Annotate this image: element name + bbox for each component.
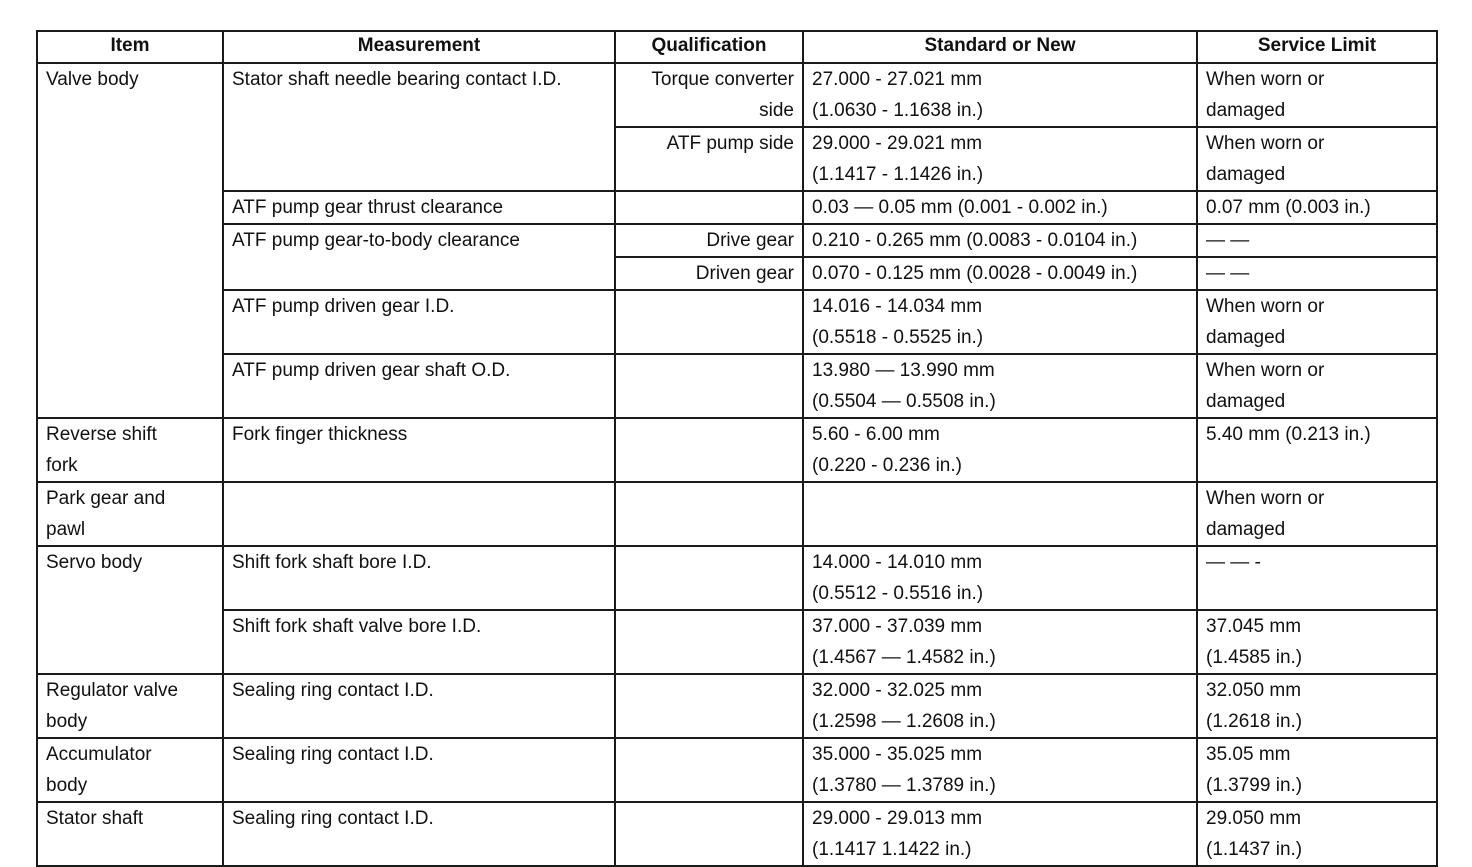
limit-cell — [1197, 63, 1437, 127]
measurement-cell — [223, 418, 615, 482]
standard-cell — [803, 674, 1197, 738]
qualification-cell — [615, 546, 803, 610]
measurement-cell — [223, 546, 615, 610]
limit-cell — [1197, 802, 1437, 866]
item-label: Regulator valve — [46, 680, 179, 701]
standard-cell — [803, 257, 1197, 290]
limit-value: (1.3799 in.) — [1206, 775, 1303, 796]
table-row — [37, 224, 1437, 257]
header-row — [37, 31, 1437, 63]
standard-cell — [803, 224, 1197, 257]
item-cell — [37, 802, 223, 866]
item-cell — [37, 418, 223, 482]
qualification-cell — [615, 610, 803, 674]
qualification-cell — [615, 354, 803, 418]
limit-value: 29.050 mm — [1206, 808, 1302, 829]
standard-value: (1.4567 — 1.4582 in.) — [812, 647, 996, 668]
qualification-cell — [615, 418, 803, 482]
standard-cell — [803, 191, 1197, 224]
limit-value: damaged — [1206, 391, 1286, 412]
standard-value: (0.5504 — 0.5508 in.) — [812, 391, 996, 412]
measurement-cell — [223, 674, 615, 738]
table-row — [37, 610, 1437, 674]
measurement-cell — [223, 482, 615, 546]
table-row — [37, 546, 1437, 610]
table-row — [37, 674, 1437, 738]
measurement-cell — [223, 802, 615, 866]
limit-cell — [1197, 354, 1437, 418]
limit-value: (1.4585 in.) — [1206, 647, 1303, 668]
table-row — [37, 738, 1437, 802]
limit-cell — [1197, 224, 1437, 257]
limit-value: damaged — [1206, 327, 1286, 348]
measurement-label: Shift fork shaft bore I.D. — [232, 552, 432, 573]
table-row — [37, 191, 1437, 224]
standard-value: 0.070 - 0.125 mm (0.0028 - 0.0049 in.) — [812, 263, 1138, 284]
qualification-cell — [615, 257, 803, 290]
qualification-cell — [615, 127, 803, 191]
measurement-cell — [223, 610, 615, 674]
measurement-label: Shift fork shaft valve bore I.D. — [232, 616, 482, 637]
standard-cell — [803, 546, 1197, 610]
table-row — [37, 290, 1437, 354]
item-cell — [37, 482, 223, 546]
measurement-label: ATF pump driven gear I.D. — [232, 296, 455, 317]
limit-value: 0.07 mm (0.003 in.) — [1206, 197, 1371, 218]
limit-cell — [1197, 191, 1437, 224]
item-cell — [37, 674, 223, 738]
limit-cell — [1197, 738, 1437, 802]
measurement-label: Sealing ring contact I.D. — [232, 680, 434, 701]
item-label: Stator shaft — [46, 808, 144, 829]
item-label: Valve body — [46, 69, 139, 90]
qualification-cell — [615, 674, 803, 738]
limit-value: — — — [1206, 263, 1250, 284]
limit-value: When worn or — [1206, 488, 1325, 509]
header-standard: Standard or New — [803, 31, 1197, 63]
limit-value: 37.045 mm — [1206, 616, 1302, 637]
standard-value: (1.1417 1.1422 in.) — [812, 839, 972, 860]
item-label: body — [46, 775, 88, 796]
table-row — [37, 802, 1437, 866]
measurement-label: Stator shaft needle bearing contact I.D. — [232, 69, 562, 90]
qualification-cell — [615, 482, 803, 546]
measurement-label: ATF pump driven gear shaft O.D. — [232, 360, 511, 381]
limit-value: When worn or — [1206, 69, 1325, 90]
limit-cell — [1197, 674, 1437, 738]
table-row — [37, 482, 1437, 546]
qualification-cell — [615, 738, 803, 802]
limit-cell — [1197, 127, 1437, 191]
standard-value: (0.5512 - 0.5516 in.) — [812, 583, 984, 604]
measurement-label: ATF pump gear-to-body clearance — [232, 230, 520, 251]
limit-value: When worn or — [1206, 296, 1325, 317]
standard-value: 29.000 - 29.013 mm — [812, 808, 983, 829]
qualification-label: ATF pump side — [666, 133, 794, 154]
standard-value: 14.016 - 14.034 mm — [812, 296, 983, 317]
specification-table — [36, 30, 1438, 867]
measurement-cell — [223, 63, 615, 191]
limit-cell — [1197, 482, 1437, 546]
limit-value: — — — [1206, 230, 1250, 251]
limit-value: When worn or — [1206, 133, 1325, 154]
header-item: Item — [37, 31, 223, 63]
item-label: fork — [46, 455, 78, 476]
item-label: Servo body — [46, 552, 143, 573]
measurement-cell — [223, 224, 615, 290]
measurement-label: Fork finger thickness — [232, 424, 408, 445]
standard-value: 14.000 - 14.010 mm — [812, 552, 983, 573]
qualification-label: side — [759, 100, 794, 121]
standard-cell — [803, 290, 1197, 354]
limit-value: damaged — [1206, 164, 1286, 185]
standard-value: (1.3780 — 1.3789 in.) — [812, 775, 996, 796]
standard-cell — [803, 354, 1197, 418]
standard-value: 0.210 - 0.265 mm (0.0083 - 0.0104 in.) — [812, 230, 1138, 251]
standard-cell — [803, 127, 1197, 191]
limit-value: 32.050 mm — [1206, 680, 1302, 701]
limit-value: 35.05 mm — [1206, 744, 1291, 765]
standard-value: 32.000 - 32.025 mm — [812, 680, 983, 701]
item-label: pawl — [46, 519, 86, 540]
item-cell — [37, 546, 223, 674]
standard-cell — [803, 802, 1197, 866]
standard-value: (1.0630 - 1.1638 in.) — [812, 100, 984, 121]
standard-cell — [803, 418, 1197, 482]
limit-value: — — - — [1206, 552, 1261, 573]
standard-value: 35.000 - 35.025 mm — [812, 744, 983, 765]
header-qualification: Qualification — [615, 31, 803, 63]
measurement-label: ATF pump gear thrust clearance — [232, 197, 504, 218]
table-row — [37, 63, 1437, 127]
item-label: Park gear and — [46, 488, 166, 509]
measurement-cell — [223, 354, 615, 418]
standard-value: (1.2598 — 1.2608 in.) — [812, 711, 996, 732]
item-label: body — [46, 711, 88, 732]
limit-value: damaged — [1206, 519, 1286, 540]
standard-value: 27.000 - 27.021 mm — [812, 69, 983, 90]
standard-cell — [803, 610, 1197, 674]
qualification-cell — [615, 63, 803, 127]
item-cell — [37, 738, 223, 802]
qualification-cell — [615, 191, 803, 224]
standard-value: 37.000 - 37.039 mm — [812, 616, 983, 637]
measurement-cell — [223, 738, 615, 802]
limit-value: 5.40 mm (0.213 in.) — [1206, 424, 1371, 445]
limit-cell — [1197, 418, 1437, 482]
limit-cell — [1197, 610, 1437, 674]
standard-cell — [803, 482, 1197, 546]
table-row — [37, 418, 1437, 482]
measurement-cell — [223, 191, 615, 224]
standard-value: (1.1417 - 1.1426 in.) — [812, 164, 984, 185]
limit-value: (1.1437 in.) — [1206, 839, 1303, 860]
measurement-label: Sealing ring contact I.D. — [232, 808, 434, 829]
qualification-cell — [615, 290, 803, 354]
header-measurement: Measurement — [223, 31, 615, 63]
measurement-cell — [223, 290, 615, 354]
standard-value: (0.220 - 0.236 in.) — [812, 455, 962, 476]
limit-value: When worn or — [1206, 360, 1325, 381]
table-row — [37, 354, 1437, 418]
qualification-label: Drive gear — [706, 230, 794, 251]
item-label: Reverse shift — [46, 424, 157, 445]
qualification-cell — [615, 802, 803, 866]
qualification-label: Torque converter — [651, 69, 794, 90]
limit-cell — [1197, 257, 1437, 290]
standard-value: 13.980 — 13.990 mm — [812, 360, 995, 381]
limit-cell — [1197, 546, 1437, 610]
qualification-cell — [615, 224, 803, 257]
standard-cell — [803, 63, 1197, 127]
standard-value: (0.5518 - 0.5525 in.) — [812, 327, 984, 348]
limit-value: (1.2618 in.) — [1206, 711, 1303, 732]
standard-value: 0.03 — 0.05 mm (0.001 - 0.002 in.) — [812, 197, 1108, 218]
qualification-label: Driven gear — [695, 263, 794, 284]
standard-value: 29.000 - 29.021 mm — [812, 133, 983, 154]
measurement-label: Sealing ring contact I.D. — [232, 744, 434, 765]
limit-value: damaged — [1206, 100, 1286, 121]
standard-cell — [803, 738, 1197, 802]
standard-value: 5.60 - 6.00 mm — [812, 424, 940, 445]
header-service-limit: Service Limit — [1197, 31, 1437, 63]
limit-cell — [1197, 290, 1437, 354]
item-label: Accumulator — [46, 744, 152, 765]
item-cell — [37, 63, 223, 418]
